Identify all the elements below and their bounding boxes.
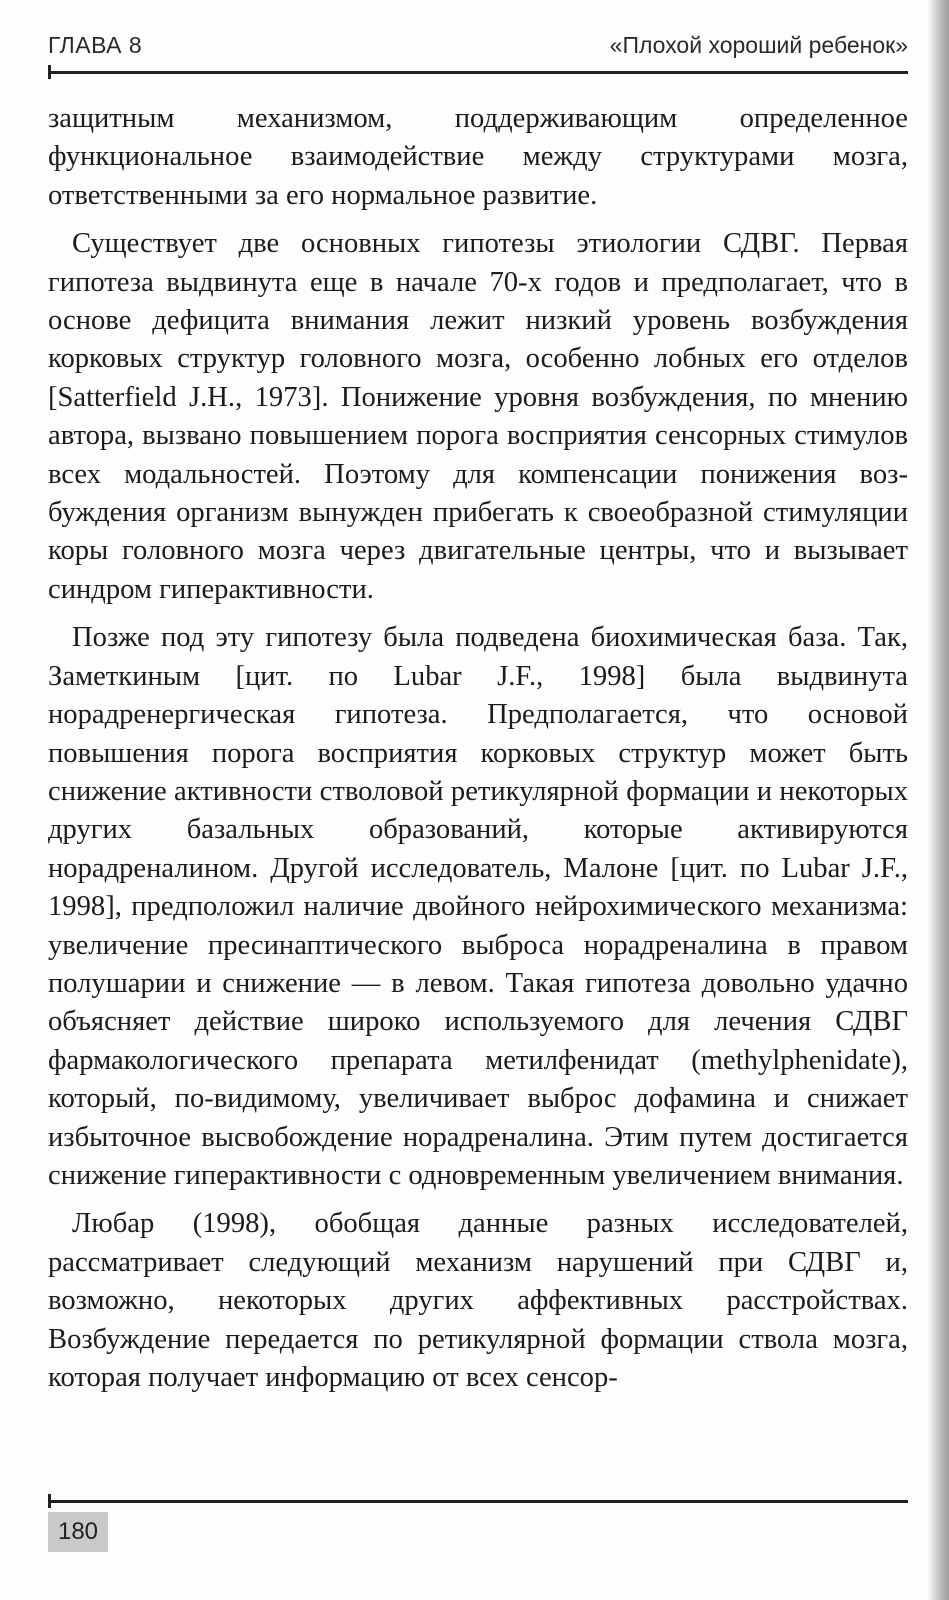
footer-rule [48,1500,908,1503]
footer-rule-tick [48,1494,51,1508]
page-header [48,32,908,66]
paragraph: Любар (1998), обобщая данные разных исследователей, рассматривает следующий механизм нарушений при СДВГ и, возможно, некоторых других аффективных расстройствах. Возбуждение передается по ретикулярной формации ствола мозга, которая получает информацию от всех сенсор- [48,1208,908,1393]
header-rule [48,71,908,74]
running-title: «Плохой хороший ребенок» [609,32,908,58]
chapter-label: ГЛАВА 8 [48,32,143,58]
page-number: 180 [48,1512,108,1552]
header-rule-tick [48,65,51,79]
paragraph: защитным механизмом, поддерживающим определенное функциональное взаимодействие между структурами мозга, ответственными за его нормальное развитие. [48,103,908,211]
page-edge-shadow [927,0,949,1600]
paragraph: Позже под эту гипотезу была подведена биохимическая база. Так, Заметкиным [цит. по Lubar J.F., 1998] была выдвинута норадренергическая гипотеза. Предполагается, что основой повышения порога восприятия корковых структур может быть снижение активности стволовой ретикулярной формации и некоторых других базальных образований, которые активируются норадреналином. Другой исследователь, Малоне [цит. по Lubar J.F., 1998], предположил наличие двойного нейрохимического механизма: увеличение пресинаптического выброса норадреналина в правом полушарии и снижение — в левом. Такая гипотеза довольно удачно объясняет действие широко используемого для лечения СДВГ фармакологического препарата метилфенидат (methylphenidate), который, по-видимому, увеличивает выброс дофамина и снижает избыточное высвобождение норадреналина. Этим путем достигается снижение гиперактивности с одновременным увеличением внимания. [48,622,908,1191]
paragraph: Существует две основных гипотезы этиологии СДВГ. Первая гипотеза выдвинута еще в начале 70-х годов и предполагает, что в основе дефицита внимания лежит низкий уровень возбуждения корковых структур головного мозга, особенно лобных его отделов [Satterfield J.H., 1973]. Понижение уровня возбуждения, по мнению автора, вызвано повышением порога восприятия сенсорных стимулов всех модальностей. Поэтому для компенсации понижения возбуждения организм вынужден прибегать к своеобразной стимуляции коры головного мозга через двигательные центры, что и вызывает синдром гиперактивности. [48,228,908,605]
body-text [48,100,908,1407]
